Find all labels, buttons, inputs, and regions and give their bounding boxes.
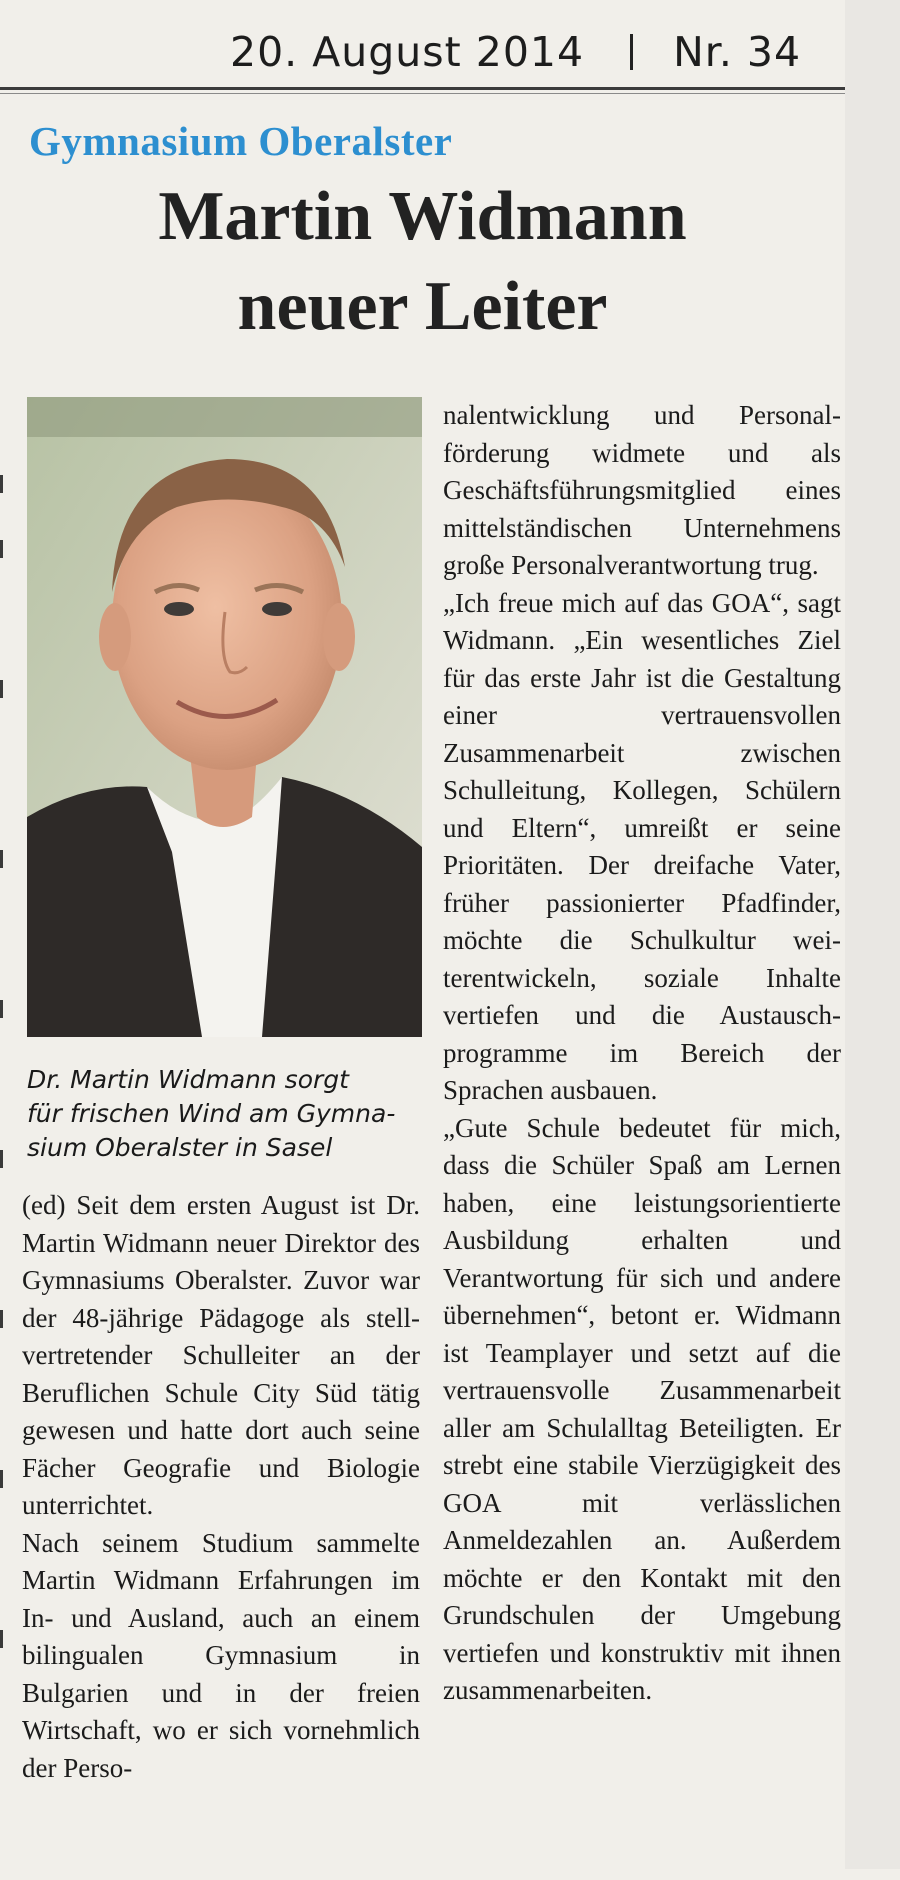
body-paragraph: nalentwicklung und Personalförderung widmete und als Geschäftsführungsmitglied eines mittelständischen Unternehmens große Personalverantwortung trug.: [443, 400, 841, 580]
header-separator: [630, 34, 633, 70]
body-paragraph: (ed) Seit dem ersten August ist Dr. Martin Widmann neuer Direktor des Gymnasiums Oberalster. Zuvor war der 48-jährige Pädagoge als stellvertretender Schulleiter an der Beruflichen Schule City Süd tätig gewesen und hatte dort auch seine Fächer Geografie und Biologie unterrichtet.: [22, 1190, 420, 1520]
body-paragraph: „Ich freue mich auf das GOA“, sagt Widmann. „Ein wesentliches Ziel für das erste Jahr ist die Gestaltung einer vertrauensvollen Zusammenarbeit zwischen Schulleitung, Kollegen, Schülern und Eltern“, umreißt er seine Prioritäten. Der dreifache Vater, früher passionierter Pfadfinder, möchte die Schulkultur weiterentwickeln, soziale Inhalte vertiefen und die Austauschprogramme im Bereich der Sprachen ausbauen.: [443, 587, 841, 1105]
caption-line-3: sium Oberalster in Sasel: [27, 1133, 333, 1162]
portrait-photo: [27, 397, 422, 1037]
headline-line-1: Martin Widmann: [158, 178, 687, 255]
headline-line-2: neuer Leiter: [237, 268, 608, 345]
body-paragraph: Nach seinem Studium sammelte Martin Widmann Erfahrungen im In- und Ausland, auch an einem bilingualen Gymnasium in Bulgarien und in der freien Wirtschaft, wo er sich vornehmlich der Perso-: [22, 1527, 420, 1783]
issue-date: 20. August 2014: [230, 28, 585, 76]
issue-number: Nr. 34: [673, 28, 802, 76]
article-headline: [0, 172, 845, 352]
caption-line-2: für frischen Wind am Gymna-: [27, 1099, 396, 1128]
caption-line-1: Dr. Martin Widmann sorgt: [27, 1065, 349, 1094]
article-column-right: [443, 397, 841, 1710]
header-rule-thin: [0, 93, 845, 94]
adjacent-page-edge: [845, 0, 900, 1869]
article-kicker: Gymnasium Oberalster: [29, 118, 453, 164]
adjacent-column-edge: [0, 380, 6, 1880]
portrait-illustration: [27, 397, 422, 1037]
header-rule: [0, 87, 845, 90]
article-column-left: [22, 1187, 420, 1787]
body-paragraph: „Gute Schule bedeutet für mich, dass die Schüler Spaß am Lernen haben, eine leistungsorientierte Ausbildung erhalten und Verantwortung für sich und andere übernehmen“, betont er. Widmann ist Teamplayer und setzt auf die vertrauensvolle Zusammenarbeit aller am Schulalltag Beteiligten. Er strebt eine stabile Vierzügigkeit des GOA mit verlässlichen Anmeldezahlen an. Außerdem möchte er den Kontakt mit den Grundschulen der Umgebung vertiefen und konstruktiv mit ihnen zusammenarbeiten.: [443, 1112, 841, 1705]
issue-header: [230, 28, 840, 76]
photo-caption: [27, 1063, 427, 1165]
